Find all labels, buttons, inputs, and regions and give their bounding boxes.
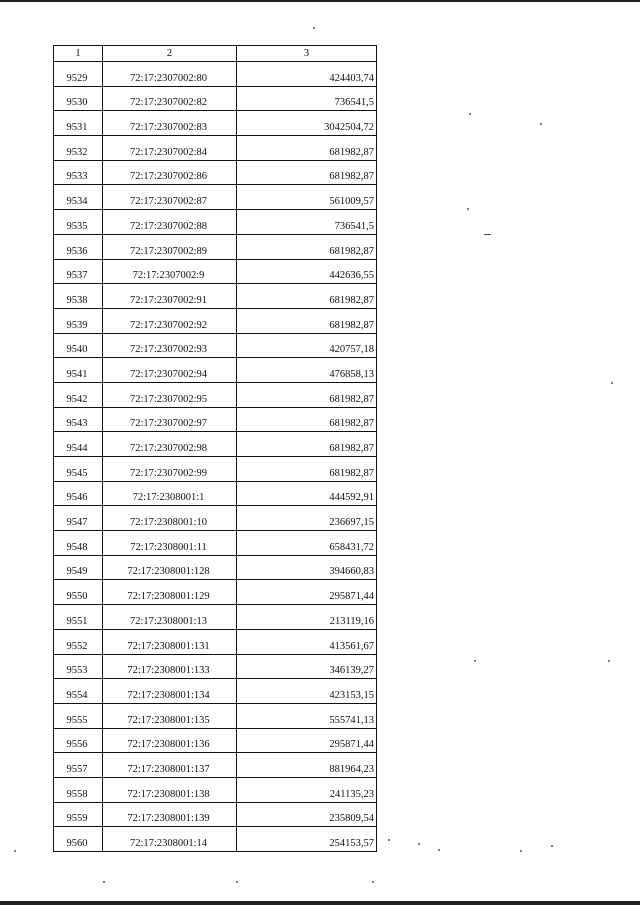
page-top-edge xyxy=(0,0,640,2)
row-number-cell: 9559 xyxy=(54,802,103,827)
table-row xyxy=(54,605,377,630)
table-row xyxy=(54,802,377,827)
scan-speck xyxy=(14,850,16,852)
cadastral-value-cell: 681982,87 xyxy=(237,308,377,333)
scan-speck xyxy=(551,845,553,847)
cadastral-number-cell: 72:17:2307002:97 xyxy=(103,407,237,432)
cadastral-value-cell: 681982,87 xyxy=(237,382,377,407)
scan-speck xyxy=(103,881,105,883)
cadastral-value-cell: 295871,44 xyxy=(237,728,377,753)
table-row xyxy=(54,259,377,284)
cadastral-value-cell: 241135,23 xyxy=(237,777,377,802)
column-header-number: 1 xyxy=(54,46,103,62)
table-row xyxy=(54,308,377,333)
table-row xyxy=(54,580,377,605)
table-row xyxy=(54,111,377,136)
cadastral-value-cell: 736541,5 xyxy=(237,86,377,111)
cadastral-number-cell: 72:17:2308001:14 xyxy=(103,827,237,852)
scan-speck xyxy=(467,208,469,210)
row-number-cell: 9548 xyxy=(54,531,103,556)
table-row xyxy=(54,777,377,802)
cadastral-number-cell: 72:17:2307002:9 xyxy=(103,259,237,284)
cadastral-value-cell: 235809,54 xyxy=(237,802,377,827)
cadastral-number-cell: 72:17:2307002:89 xyxy=(103,234,237,259)
row-number-cell: 9555 xyxy=(54,703,103,728)
table-row xyxy=(54,629,377,654)
cadastral-value-cell: 681982,87 xyxy=(237,457,377,482)
cadastral-value-cell: 476858,13 xyxy=(237,358,377,383)
table-row xyxy=(54,506,377,531)
row-number-cell: 9541 xyxy=(54,358,103,383)
cadastral-value-cell: 681982,87 xyxy=(237,284,377,309)
cadastral-value-cell: 3042504,72 xyxy=(237,111,377,136)
cadastral-number-cell: 72:17:2307002:95 xyxy=(103,382,237,407)
cadastral-value-cell: 213119,16 xyxy=(237,605,377,630)
cadastral-value-table xyxy=(53,45,377,852)
cadastral-number-cell: 72:17:2308001:139 xyxy=(103,802,237,827)
table-row xyxy=(54,555,377,580)
table-row xyxy=(54,703,377,728)
row-number-cell: 9544 xyxy=(54,432,103,457)
cadastral-number-cell: 72:17:2307002:91 xyxy=(103,284,237,309)
row-number-cell: 9542 xyxy=(54,382,103,407)
cadastral-number-cell: 72:17:2307002:83 xyxy=(103,111,237,136)
row-number-cell: 9560 xyxy=(54,827,103,852)
cadastral-value-cell: 413561,67 xyxy=(237,629,377,654)
cadastral-number-cell: 72:17:2308001:133 xyxy=(103,654,237,679)
row-number-cell: 9530 xyxy=(54,86,103,111)
row-number-cell: 9558 xyxy=(54,777,103,802)
cadastral-value-cell: 681982,87 xyxy=(237,432,377,457)
cadastral-value-cell: 681982,87 xyxy=(237,407,377,432)
cadastral-number-cell: 72:17:2308001:131 xyxy=(103,629,237,654)
cadastral-value-cell: 561009,57 xyxy=(237,185,377,210)
table-row xyxy=(54,407,377,432)
table-row xyxy=(54,382,377,407)
scan-speck xyxy=(611,382,613,384)
cadastral-number-cell: 72:17:2308001:11 xyxy=(103,531,237,556)
row-number-cell: 9531 xyxy=(54,111,103,136)
table-row xyxy=(54,827,377,852)
scan-speck xyxy=(313,27,315,29)
cadastral-value-cell: 881964,23 xyxy=(237,753,377,778)
table-row xyxy=(54,654,377,679)
table-row xyxy=(54,457,377,482)
row-number-cell: 9529 xyxy=(54,62,103,87)
cadastral-number-cell: 72:17:2307002:94 xyxy=(103,358,237,383)
cadastral-number-cell: 72:17:2308001:10 xyxy=(103,506,237,531)
scan-speck xyxy=(418,843,420,845)
table-row xyxy=(54,753,377,778)
cadastral-number-cell: 72:17:2307002:93 xyxy=(103,333,237,358)
cadastral-value-cell: 681982,87 xyxy=(237,136,377,161)
table-row xyxy=(54,531,377,556)
cadastral-value-cell: 254153,57 xyxy=(237,827,377,852)
cadastral-value-cell: 346139,27 xyxy=(237,654,377,679)
row-number-cell: 9543 xyxy=(54,407,103,432)
cadastral-number-cell: 72:17:2308001:134 xyxy=(103,679,237,704)
cadastral-value-cell: 442636,55 xyxy=(237,259,377,284)
cadastral-value-cell: 423153,15 xyxy=(237,679,377,704)
cadastral-value-cell: 736541,5 xyxy=(237,210,377,235)
table-row xyxy=(54,358,377,383)
row-number-cell: 9551 xyxy=(54,605,103,630)
table-row xyxy=(54,333,377,358)
cadastral-number-cell: 72:17:2308001:138 xyxy=(103,777,237,802)
row-number-cell: 9536 xyxy=(54,234,103,259)
cadastral-number-cell: 72:17:2307002:84 xyxy=(103,136,237,161)
cadastral-number-cell: 72:17:2308001:136 xyxy=(103,728,237,753)
row-number-cell: 9540 xyxy=(54,333,103,358)
row-number-cell: 9534 xyxy=(54,185,103,210)
header-row xyxy=(54,46,377,62)
cadastral-number-cell: 72:17:2308001:129 xyxy=(103,580,237,605)
column-header-cadastral: 2 xyxy=(103,46,237,62)
row-number-cell: 9550 xyxy=(54,580,103,605)
table-row xyxy=(54,210,377,235)
table-row xyxy=(54,185,377,210)
scan-speck xyxy=(438,849,440,851)
row-number-cell: 9546 xyxy=(54,481,103,506)
scan-speck xyxy=(540,123,542,125)
table-row xyxy=(54,432,377,457)
cadastral-value-cell: 658431,72 xyxy=(237,531,377,556)
row-number-cell: 9549 xyxy=(54,555,103,580)
table-row xyxy=(54,481,377,506)
table-row xyxy=(54,136,377,161)
cadastral-value-cell: 236697,15 xyxy=(237,506,377,531)
scan-speck xyxy=(608,660,610,662)
scan-speck xyxy=(236,881,238,883)
cadastral-value-cell: 295871,44 xyxy=(237,580,377,605)
table-row xyxy=(54,62,377,87)
row-number-cell: 9539 xyxy=(54,308,103,333)
cadastral-number-cell: 72:17:2307002:99 xyxy=(103,457,237,482)
row-number-cell: 9532 xyxy=(54,136,103,161)
row-number-cell: 9537 xyxy=(54,259,103,284)
row-number-cell: 9538 xyxy=(54,284,103,309)
cadastral-value-cell: 444592,91 xyxy=(237,481,377,506)
row-number-cell: 9556 xyxy=(54,728,103,753)
table-row xyxy=(54,284,377,309)
cadastral-value-cell: 420757,18 xyxy=(237,333,377,358)
cadastral-number-cell: 72:17:2307002:98 xyxy=(103,432,237,457)
row-number-cell: 9552 xyxy=(54,629,103,654)
cadastral-value-cell: 681982,87 xyxy=(237,234,377,259)
cadastral-value-cell: 394660,83 xyxy=(237,555,377,580)
row-number-cell: 9547 xyxy=(54,506,103,531)
row-number-cell: 9545 xyxy=(54,457,103,482)
cadastral-number-cell: 72:17:2307002:86 xyxy=(103,160,237,185)
cadastral-number-cell: 72:17:2308001:135 xyxy=(103,703,237,728)
row-number-cell: 9553 xyxy=(54,654,103,679)
scan-speck xyxy=(372,881,374,883)
page-bottom-edge xyxy=(0,901,640,905)
scan-speck xyxy=(469,113,471,115)
cadastral-value-cell: 555741,13 xyxy=(237,703,377,728)
row-number-cell: 9557 xyxy=(54,753,103,778)
cadastral-value-cell: 681982,87 xyxy=(237,160,377,185)
cadastral-number-cell: 72:17:2308001:137 xyxy=(103,753,237,778)
cadastral-value-cell: 424403,74 xyxy=(237,62,377,87)
cadastral-number-cell: 72:17:2307002:82 xyxy=(103,86,237,111)
table-row xyxy=(54,728,377,753)
row-number-cell: 9535 xyxy=(54,210,103,235)
scan-speck xyxy=(474,660,476,662)
cadastral-number-cell: 72:17:2307002:92 xyxy=(103,308,237,333)
table-row xyxy=(54,160,377,185)
cadastral-number-cell: 72:17:2308001:1 xyxy=(103,481,237,506)
cadastral-number-cell: 72:17:2307002:80 xyxy=(103,62,237,87)
cadastral-number-cell: 72:17:2308001:13 xyxy=(103,605,237,630)
scan-mark xyxy=(484,234,491,235)
row-number-cell: 9554 xyxy=(54,679,103,704)
table-header xyxy=(54,46,377,62)
cadastral-number-cell: 72:17:2307002:88 xyxy=(103,210,237,235)
table-row xyxy=(54,234,377,259)
column-header-value: 3 xyxy=(237,46,377,62)
table-row xyxy=(54,86,377,111)
table-row xyxy=(54,679,377,704)
cadastral-number-cell: 72:17:2308001:128 xyxy=(103,555,237,580)
cadastral-number-cell: 72:17:2307002:87 xyxy=(103,185,237,210)
row-number-cell: 9533 xyxy=(54,160,103,185)
table-body xyxy=(54,62,377,852)
scan-speck xyxy=(520,850,522,852)
scan-speck xyxy=(388,839,390,841)
